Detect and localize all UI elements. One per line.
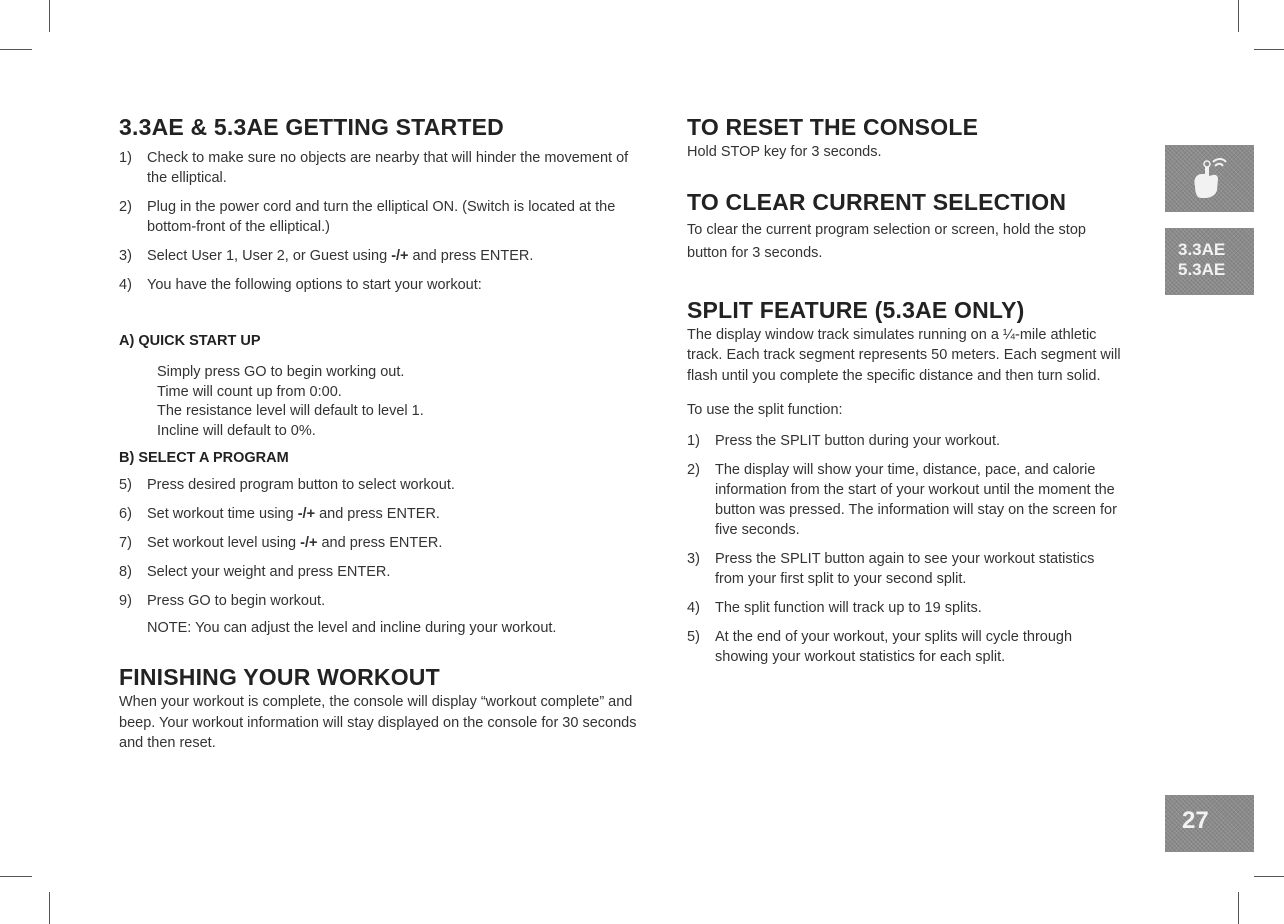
step-text: Press the SPLIT button during your workout. — [715, 432, 1001, 449]
page-number-tab — [1165, 795, 1254, 852]
crop-mark — [0, 876, 32, 877]
text-line: Incline will default to 0%. — [157, 422, 316, 439]
right-column — [687, 112, 1127, 676]
step-number: 1) — [687, 432, 700, 449]
list-item — [119, 148, 639, 188]
list-item — [687, 431, 1127, 451]
clear-body: To clear the current program selection or screen, hold the stop button for 3 seconds. — [687, 221, 1086, 261]
step-number: 3) — [119, 248, 132, 264]
step-text: Press desired program button to select workout. — [147, 477, 455, 493]
step-number: 7) — [119, 535, 132, 551]
step-text: The split function will track up to 19 splits. — [715, 599, 982, 616]
crop-mark — [1254, 876, 1284, 877]
step-number: 8) — [119, 564, 132, 580]
step-number: 5) — [687, 628, 700, 645]
reset-title: TO RESET THE CONSOLE — [687, 114, 979, 140]
left-column — [119, 112, 639, 754]
crop-mark — [1254, 49, 1284, 50]
step-text: Check to make sure no objects are nearby that will hinder the movement of the elliptical. — [147, 150, 629, 186]
step-text: At the end of your workout, your splits will cycle through showing your workout statistics for each split. — [715, 628, 1073, 665]
finishing-title: FINISHING YOUR WORKOUT — [119, 664, 440, 690]
step-number: 6) — [119, 506, 132, 522]
split-steps — [687, 431, 1127, 667]
model-labels — [1178, 240, 1225, 280]
crop-mark — [1238, 0, 1239, 32]
split-intro: To use the split function: — [687, 402, 843, 418]
list-item — [119, 533, 639, 553]
step-number: 2) — [119, 199, 132, 215]
step-number: 3) — [687, 550, 700, 567]
list-item — [119, 275, 639, 295]
list-item — [687, 549, 1127, 589]
getting-started-title: 3.3AE & 5.3AE GETTING STARTED — [119, 114, 504, 140]
step-text: Select your weight and press ENTER. — [147, 564, 391, 580]
step-text: Plug in the power cord and turn the elliptical ON. (Switch is located at the bottom-front of the elliptical.) — [147, 199, 616, 235]
page-number: 27 — [1182, 807, 1209, 834]
quick-start-heading: A) QUICK START UP — [119, 333, 261, 349]
step-text: Set workout level using — [147, 535, 301, 551]
text-line: Simply press GO to begin working out. — [157, 364, 405, 380]
getting-started-steps — [119, 148, 639, 295]
step-number: 2) — [687, 461, 700, 478]
crop-mark — [1238, 892, 1239, 924]
step-text: Select User 1, User 2, or Guest using — [147, 248, 392, 264]
hand-pointing-icon — [1183, 152, 1235, 204]
finishing-body: When your workout is complete, the console will display “workout complete” and beep. Your workout information will stay displayed on the console for 30 seconds and then reset. — [119, 694, 637, 751]
text-line: The resistance level will default to level 1. — [157, 403, 424, 419]
step-number: 4) — [119, 277, 132, 293]
step-text: Press the SPLIT button again to see your workout statistics from your first split to your second split. — [715, 550, 1095, 587]
select-program-heading: B) SELECT A PROGRAM — [119, 450, 289, 466]
crop-mark — [0, 49, 32, 50]
step-text: and press ENTER. — [317, 535, 443, 551]
step-text: and press ENTER. — [315, 506, 440, 522]
split-title: SPLIT FEATURE (5.3AE ONLY) — [687, 296, 1025, 323]
clear-title: TO CLEAR CURRENT SELECTION — [687, 188, 1067, 215]
list-item — [119, 504, 639, 524]
step-number: 1) — [119, 150, 132, 166]
list-item — [119, 475, 639, 495]
list-item — [119, 197, 639, 237]
key-label: -/+ — [300, 535, 318, 551]
section-icon-tab — [1165, 145, 1254, 212]
note-text: NOTE: You can adjust the level and incline during your workout. — [147, 620, 557, 636]
step-text: You have the following options to start your workout: — [147, 277, 482, 293]
select-program-steps — [119, 475, 639, 611]
list-item — [119, 591, 639, 611]
step-text: Press GO to begin workout. — [147, 593, 326, 609]
split-body: The display window track simulates running on a ¼-mile athletic track. Each track segment represents 50 meters. Each segment will flash until you complete the specific distance and then turn solid. — [687, 326, 1121, 384]
step-text: The display will show your time, distance, pace, and calorie information from the start of your workout until the moment the button was pressed. The information will stay on the screen for five seconds. — [715, 461, 1117, 538]
step-text: and press ENTER. — [408, 248, 534, 264]
crop-mark — [49, 0, 50, 32]
model-label: 5.3AE — [1178, 260, 1226, 279]
list-item — [119, 562, 639, 582]
list-item — [687, 627, 1127, 667]
reset-body: Hold STOP key for 3 seconds. — [687, 144, 882, 160]
key-label: -/+ — [391, 248, 409, 264]
list-item — [687, 598, 1127, 618]
list-item — [687, 460, 1127, 540]
list-item — [119, 246, 639, 266]
text-line: Time will count up from 0:00. — [157, 383, 342, 400]
crop-mark — [49, 892, 50, 924]
step-number: 4) — [687, 599, 700, 616]
step-number: 5) — [119, 477, 132, 493]
quick-start-lines — [119, 363, 639, 441]
step-number: 9) — [119, 593, 132, 609]
model-label: 3.3AE — [1178, 240, 1226, 259]
step-text: Set workout time using — [147, 506, 298, 522]
key-label: -/+ — [297, 506, 316, 522]
model-tab — [1165, 228, 1254, 295]
